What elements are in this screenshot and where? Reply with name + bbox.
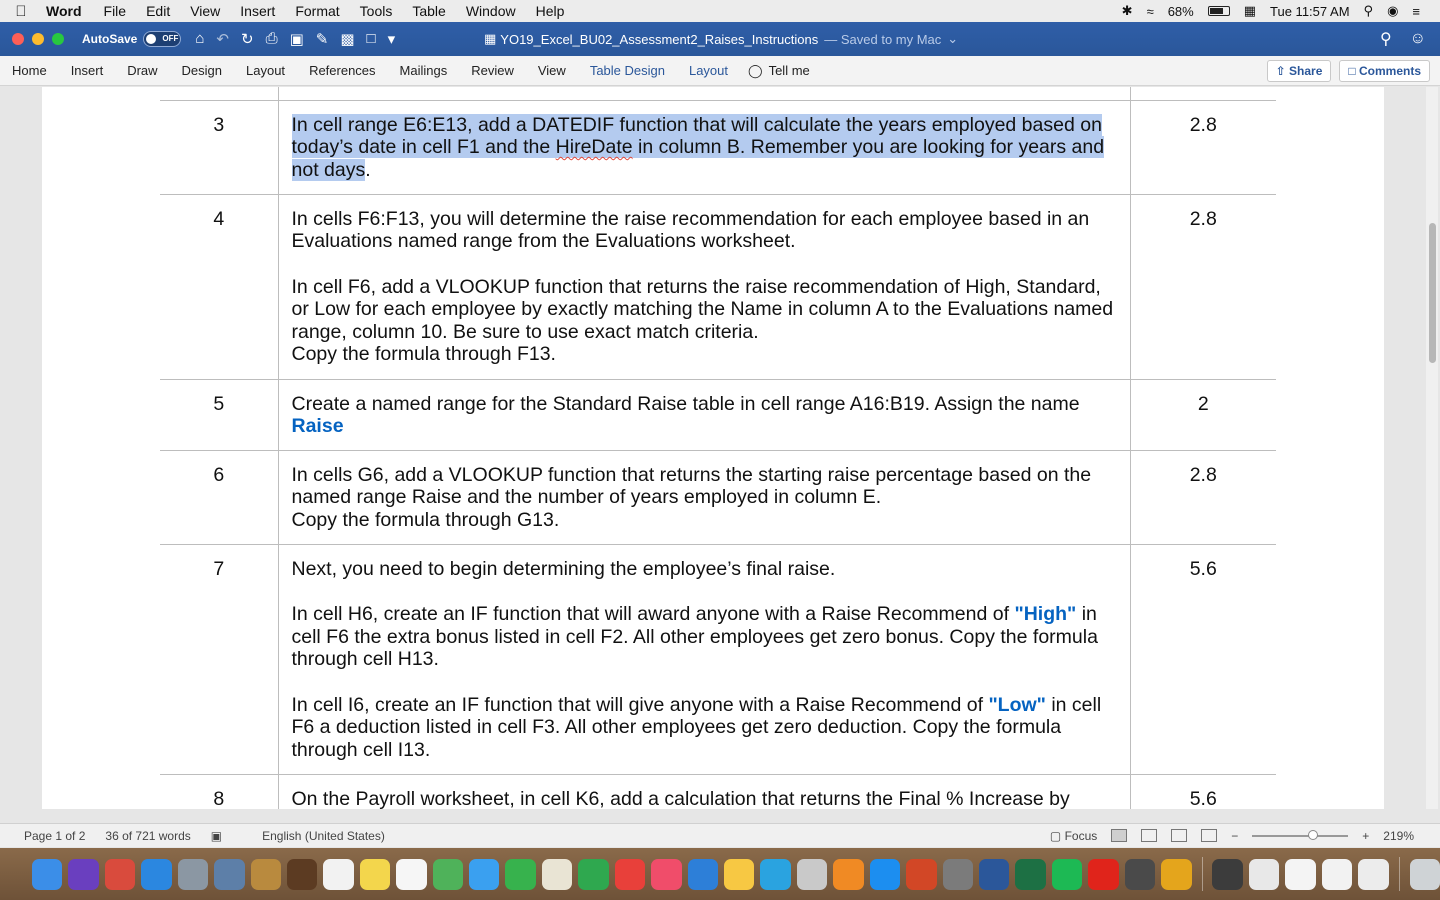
dock-facetime-icon[interactable] [505, 859, 535, 890]
new-document-icon[interactable]: □ [366, 30, 376, 47]
text-run: in cell F6 a deduction listed in cell F3. All other employees get zero deduction. Copy the formula through cell I13. [291, 693, 1102, 762]
draft-icon[interactable] [1201, 829, 1217, 842]
dock-word-icon[interactable] [979, 859, 1009, 890]
instruction-text: On the Payroll worksheet, in cell K6, add a calculation that returns the Final % Increase by [291, 787, 1070, 809]
dock-calendar-icon[interactable] [323, 859, 353, 890]
text-run: In cell range E6:E13, add a DATEDIF function that will calculate the years employed based on today’s date in cell F1 and the [291, 113, 1102, 159]
dock-powerpoint-icon[interactable] [906, 859, 936, 890]
battery-icon[interactable] [1208, 6, 1230, 16]
menubar-status-area [1122, 3, 1440, 19]
wifi-icon[interactable]: ≈ [1146, 3, 1154, 19]
vertical-scrollbar[interactable] [1426, 87, 1438, 809]
focus-icon: ▢ [1049, 828, 1062, 843]
instruction-cell[interactable] [278, 450, 1130, 544]
step-number: 3 [160, 100, 278, 194]
step-number: 6 [160, 450, 278, 544]
word-count[interactable]: 36 of 721 words [105, 828, 191, 843]
language[interactable]: English (United States) [262, 828, 385, 843]
tell-me-search[interactable] [740, 63, 810, 79]
menu-format[interactable]: Format [295, 3, 340, 19]
account-icon[interactable]: ☺ [1409, 30, 1426, 47]
comments-label: Comments [1358, 63, 1421, 78]
dock-music-icon[interactable] [651, 859, 681, 890]
text-run: In cell I6, create an IF function that will give anyone with a Raise Recommend of [291, 693, 989, 716]
tab-home[interactable]: Home [12, 63, 47, 78]
instruction-cell[interactable] [278, 194, 1130, 379]
lightbulb-icon: ◯ [748, 62, 763, 78]
instruction-text: Next, you need to begin determining the employee’s final raise. [291, 557, 836, 580]
dock-finder-icon[interactable] [32, 859, 62, 890]
tab-table-layout[interactable]: Layout [688, 63, 729, 78]
menu-table[interactable]: Table [412, 3, 446, 19]
autosave-control [82, 31, 181, 47]
table-cell[interactable] [160, 87, 278, 100]
table-cell[interactable] [1130, 87, 1276, 100]
macos-dock [0, 848, 1440, 900]
siri-icon[interactable]: ◉ [1387, 3, 1399, 18]
quick-access-toolbar [195, 30, 395, 48]
step-number: 5 [160, 379, 278, 450]
saved-status: — Saved to my Mac [824, 31, 942, 47]
status-bar [0, 823, 1440, 847]
ribbon-actions [1267, 60, 1440, 82]
table-row[interactable] [160, 450, 1276, 544]
web-layout-icon[interactable] [1141, 829, 1157, 842]
focus-button[interactable] [1050, 829, 1097, 843]
dock-folder-2-icon[interactable] [1249, 859, 1279, 890]
autosave-label: AutoSave [82, 32, 138, 46]
document-canvas[interactable] [0, 87, 1440, 809]
dock-photos-icon[interactable] [724, 859, 754, 890]
document-title[interactable] [484, 22, 958, 56]
tell-me-label: Tell me [768, 63, 810, 78]
dock-acrobat-icon[interactable] [1088, 859, 1118, 890]
comments-button[interactable] [1339, 60, 1430, 82]
instruction-cell[interactable] [278, 774, 1130, 809]
dock-rocket-icon[interactable] [178, 859, 208, 890]
dock-system-prefs-icon[interactable] [943, 859, 973, 890]
dock-trash-icon[interactable] [1410, 859, 1440, 890]
page-count[interactable]: Page 1 of 2 [24, 828, 86, 843]
points-value: 2.8 [1130, 450, 1276, 544]
outline-icon[interactable] [1171, 829, 1187, 842]
window-controls [0, 33, 64, 45]
dock-preview-icon[interactable] [214, 859, 244, 890]
emphasis-value: "High" [1014, 603, 1077, 626]
comment-icon: □ [1348, 63, 1356, 78]
instruction-text [292, 603, 1118, 671]
dock-messages-icon[interactable] [469, 859, 499, 890]
instruction-text [292, 694, 1118, 762]
ribbon-tabs [0, 56, 1440, 86]
minimize-window-icon[interactable] [32, 33, 44, 45]
spelling-flagged-word[interactable]: HireDate [555, 136, 633, 159]
document-page[interactable] [42, 87, 1384, 809]
zoom-slider-thumb[interactable] [1308, 830, 1318, 840]
dock-stickies-icon[interactable] [287, 859, 317, 890]
titlebar-right [1380, 22, 1426, 56]
instruction-text: Copy the formula through F13. [291, 343, 556, 366]
menu-help[interactable]: Help [535, 3, 565, 19]
table-row[interactable] [160, 100, 1276, 194]
bluetooth-icon[interactable]: ✱ [1121, 3, 1133, 18]
dock-maps-icon[interactable] [433, 859, 463, 890]
apple-icon[interactable] [0, 3, 42, 20]
dock-numbers-icon[interactable] [578, 859, 608, 890]
tab-design[interactable]: Design [181, 63, 223, 78]
text-run: in cell F6 the extra bonus listed in cell F2. All other employees get zero bonus. Copy the formula through cell H13. [291, 603, 1098, 671]
zoom-level[interactable]: 219% [1383, 828, 1414, 843]
step-number: 4 [160, 194, 278, 379]
menu-view[interactable]: View [190, 3, 221, 19]
screen-icon[interactable]: ▣ [289, 31, 304, 48]
tab-review[interactable]: Review [471, 63, 514, 78]
control-center-icon[interactable]: ≡ [1412, 3, 1420, 19]
dock-folder-5-icon[interactable] [1358, 859, 1388, 890]
redo-icon[interactable]: ↻ [241, 31, 254, 48]
dock-folder-3-icon[interactable] [1285, 859, 1315, 890]
window-titlebar [0, 22, 1440, 56]
selected-text [292, 114, 1105, 181]
calendar-icon[interactable]: ▦ [1243, 3, 1257, 18]
instruction-text: In cells G6, add a VLOOKUP function that returns the starting raise percentage based on the named range Raise and the number of years employed in column E. [291, 463, 1092, 509]
instruction-cell[interactable] [278, 379, 1130, 450]
dock-books-icon[interactable] [833, 859, 863, 890]
close-window-icon[interactable] [12, 33, 24, 45]
dock-notes-icon[interactable] [360, 859, 390, 890]
dock-spotify-icon[interactable] [1052, 859, 1082, 890]
dock-notebook-icon[interactable] [251, 859, 281, 890]
menu-window[interactable]: Window [465, 3, 516, 19]
proofing-icon[interactable]: ▣ [210, 828, 223, 843]
focus-label: Focus [1064, 828, 1098, 843]
dock-keynote-icon[interactable] [688, 859, 718, 890]
table-cell[interactable] [278, 87, 1130, 100]
dock-safari-icon[interactable] [141, 859, 171, 890]
edit-icon[interactable]: ✎ [315, 31, 329, 48]
text-run: in column B. Remember you are looking for years and not days [291, 136, 1105, 181]
instruction-text: In cells F6:F13, you will determine the raise recommendation for each employee based in an Evaluations named range from the Evaluations worksheet. [291, 207, 1090, 253]
dock-launchpad-icon[interactable] [105, 859, 135, 890]
named-range-name: Raise [291, 415, 344, 438]
table-row[interactable] [160, 544, 1276, 774]
chevron-down-icon[interactable]: ⌄ [947, 31, 959, 46]
instruction-text: In cell F6, add a VLOOKUP function that returns the raise recommendation of High, Standard, or Low for each employee by exactly matching the Name in column A to the Evaluations named range, column 10. Be sure to use exact match criteria. [291, 275, 1114, 343]
zoom-window-icon[interactable] [52, 33, 64, 45]
undo-icon[interactable]: ↶ [216, 31, 229, 48]
instruction-cell[interactable] [278, 544, 1130, 774]
dock-folder-4-icon[interactable] [1322, 859, 1352, 890]
instruction-cell[interactable] [278, 100, 1130, 194]
word-document-icon: ▦ [484, 31, 497, 46]
dock-appstore-icon[interactable] [870, 859, 900, 890]
dock-blocker-icon[interactable] [797, 859, 827, 890]
dock-reminders-icon[interactable] [396, 859, 426, 890]
macos-menubar [0, 0, 1440, 22]
tab-table-design[interactable]: Table Design [589, 63, 665, 78]
zoom-in-icon[interactable]: + [1362, 828, 1370, 843]
emphasis-value: "Low" [988, 693, 1046, 716]
instruction-text: Create a named range for the Standard Raise table in cell range A16:B19. Assign the name [291, 392, 1080, 415]
print-layout-icon[interactable] [1111, 829, 1127, 842]
menu-edit[interactable]: Edit [146, 3, 171, 19]
table-row[interactable] [160, 774, 1276, 809]
share-label: Share [1289, 63, 1323, 78]
points-value: 5.6 [1130, 774, 1276, 809]
dock-chrome-icon[interactable] [1161, 859, 1191, 890]
text-run: In cell H6, create an IF function that will award anyone with a Raise Recommend of [291, 603, 1015, 626]
dock-telegram-icon[interactable] [760, 859, 790, 890]
table-row[interactable] [160, 194, 1276, 379]
document-name: YO19_Excel_BU02_Assessment2_Raises_Instructions [500, 31, 819, 47]
tab-mailings[interactable]: Mailings [399, 63, 448, 78]
dock-siri-icon[interactable] [68, 859, 98, 890]
customize-toolbar-icon[interactable]: ▾ [387, 31, 396, 48]
dock-screenshot-icon[interactable] [1125, 859, 1155, 890]
tab-insert[interactable]: Insert [70, 63, 104, 78]
dock-news-icon[interactable] [615, 859, 645, 890]
share-button[interactable] [1267, 60, 1332, 82]
dock-separator [1202, 857, 1203, 891]
tab-draw[interactable]: Draw [127, 63, 158, 78]
menu-tools[interactable]: Tools [359, 3, 393, 19]
points-value: 2.8 [1130, 100, 1276, 194]
tab-layout[interactable]: Layout [246, 63, 286, 78]
spotlight-search-icon[interactable]: ⚲ [1363, 3, 1374, 18]
dock-textedit-icon[interactable] [542, 859, 572, 890]
table-row[interactable] [160, 87, 1276, 100]
points-value: 5.6 [1130, 544, 1276, 774]
step-number: 7 [160, 544, 278, 774]
table-row[interactable] [160, 379, 1276, 450]
dock-folder-1-icon[interactable] [1212, 859, 1242, 890]
menu-app-name[interactable]: Word [46, 3, 82, 19]
share-icon: ⇧ [1275, 63, 1286, 78]
save-icon[interactable]: ▩ [340, 31, 355, 48]
menu-file[interactable]: File [103, 3, 127, 19]
autosave-toggle[interactable]: OFF [143, 31, 181, 47]
instructions-table[interactable] [160, 87, 1276, 809]
clock[interactable]: Tue 11:57 AM [1270, 3, 1350, 19]
zoom-slider[interactable] [1252, 835, 1348, 837]
home-icon[interactable]: ⌂ [195, 30, 205, 47]
battery-percent[interactable]: 68% [1167, 3, 1194, 19]
points-value: 2 [1130, 379, 1276, 450]
zoom-out-icon[interactable]: − [1231, 828, 1239, 843]
tab-view[interactable]: View [537, 63, 566, 78]
tab-references[interactable]: References [309, 63, 376, 78]
search-icon[interactable]: ⚲ [1379, 31, 1392, 48]
menu-insert[interactable]: Insert [240, 3, 276, 19]
instruction-text [292, 114, 1118, 182]
dock-excel-icon[interactable] [1015, 859, 1045, 890]
instruction-text: Copy the formula through G13. [291, 508, 560, 531]
dock-separator [1399, 857, 1400, 891]
text-run: . [365, 158, 371, 181]
print-icon[interactable]: ⎙ [265, 30, 278, 47]
points-value: 2.8 [1130, 194, 1276, 379]
status-right [1050, 829, 1440, 843]
step-number: 8 [160, 774, 278, 809]
scrollbar-thumb[interactable] [1429, 223, 1436, 363]
